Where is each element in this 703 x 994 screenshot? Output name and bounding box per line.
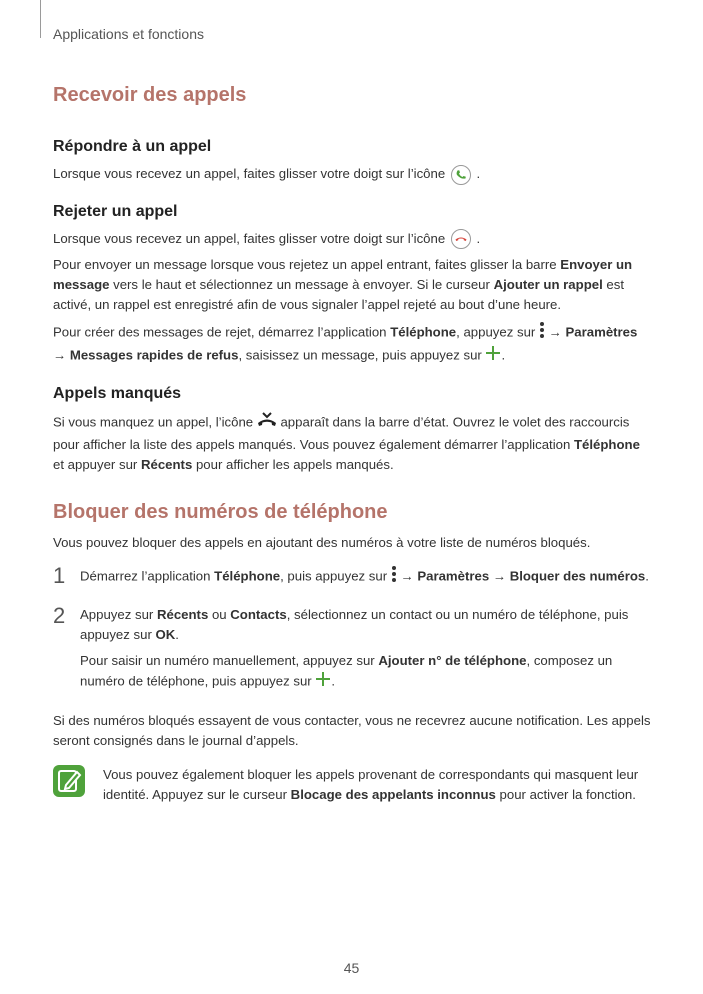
step-1: 1 Démarrez l’application Téléphone, puis appuyez sur → Paramètres → Bloquer des numéros. xyxy=(53,563,649,589)
missed-paragraph: Si vous manquez un appel, l’icône apparaît dans la barre d’état. Ouvrez le volet des raccourcis pour afficher la liste des appels manqués. Vous pouvez également démarrer l’application Téléphone et appuyer sur Récents pour afficher les appels manqués. xyxy=(53,411,653,475)
subsection-title-missed: Appels manqués xyxy=(53,385,182,403)
page-content xyxy=(53,82,653,805)
note-box xyxy=(53,765,653,805)
note-text: Vous pouvez également bloquer les appels provenant de correspondants qui masquent leur identité. Appuyez sur le curseur Blocage des appelants inconnus pour activer la fonction. xyxy=(103,767,639,803)
step-number: 2 xyxy=(53,603,66,629)
reject-create-paragraph: Pour créer des messages de rejet, démarrez l’application Téléphone, appuyez sur → Paramètres → Messages rapides de refus, saisissez un message, puis appuyez sur . xyxy=(53,321,653,367)
page-number: 45 xyxy=(343,960,360,976)
section-title-receive: Recevoir des appels xyxy=(53,84,247,106)
running-header: Applications et fonctions xyxy=(53,26,204,42)
subsection-title-reject: Rejeter un appel xyxy=(53,202,178,220)
reject-call-icon xyxy=(451,229,471,249)
plus-icon xyxy=(485,345,501,367)
reject-paragraph: Lorsque vous recevez un appel, faites glisser votre doigt sur l’icône . xyxy=(53,229,653,250)
accept-call-icon xyxy=(451,165,471,185)
step-2-subnote: Pour saisir un numéro manuellement, appuyez sur Ajouter n° de téléphone, composez un numéro de téléphone, puis appuyez sur . xyxy=(80,651,653,693)
reject-message-paragraph: Pour envoyer un message lorsque vous rejetez un appel entrant, faites glisser la barre Envoyer un message vers le haut et sélectionnez un message à envoyer. Si le curseur Ajouter un rappel est activé, un rappel est enregistré afin de vous signaler l’appel rejeté au bout d’une heure. xyxy=(53,257,633,313)
answer-paragraph: Lorsque vous recevez un appel, faites glisser votre doigt sur l’icône . xyxy=(53,164,653,185)
margin-rule xyxy=(40,0,41,38)
missed-call-icon xyxy=(257,411,277,435)
block-intro: Vous pouvez bloquer des appels en ajoutant des numéros à votre liste de numéros bloqués. xyxy=(53,535,591,551)
plus-icon xyxy=(315,671,331,693)
step-number: 1 xyxy=(53,563,66,589)
note-icon xyxy=(53,765,85,797)
block-outro: Si des numéros bloqués essayent de vous contacter, vous ne recevrez aucune notification. Les appels seront consignés dans le journal d’appels. xyxy=(53,713,651,749)
subsection-title-answer: Répondre à un appel xyxy=(53,138,212,155)
section-title-block: Bloquer des numéros de téléphone xyxy=(53,501,388,524)
step-2: 2 Appuyez sur Récents ou Contacts, sélectionnez un contact ou un numéro de téléphone, puis appuyez sur OK. Pour saisir un numéro manuellement, appuyez sur Ajouter n° de téléphone, composez un numéro de téléphone, puis appuyez sur . xyxy=(53,605,653,693)
